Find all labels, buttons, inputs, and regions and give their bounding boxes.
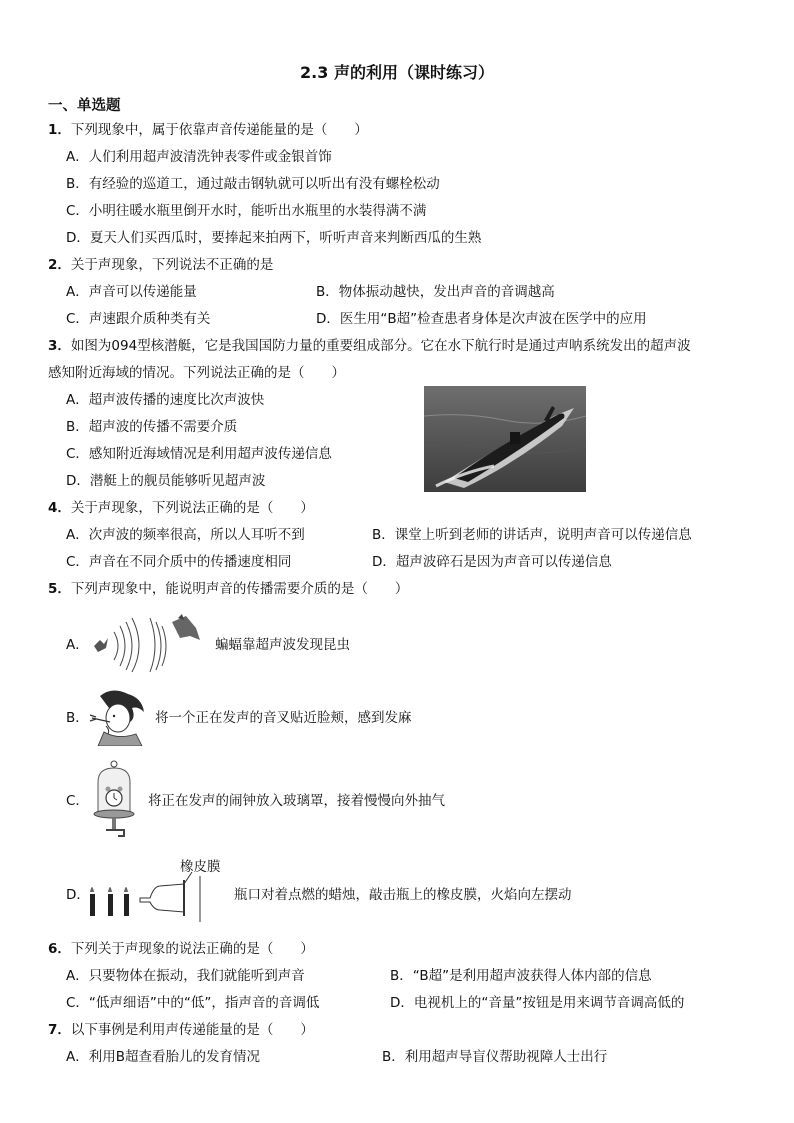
question-stem: 下列关于声现象的说法正确的是（ ）	[70, 941, 314, 957]
q4-option-b: B．课堂上听到老师的讲话声，说明声音可以传递信息	[372, 527, 692, 543]
q6-option-c: C．“低声细语”中的“低”，指声音的音调低	[66, 995, 320, 1011]
q1-option-d: D．夏天人们买西瓜时，要捧起来拍两下，听听声音来判断西瓜的生熟	[66, 230, 482, 246]
q3-option-c: C．感知附近海域情况是利用超声波传递信息	[66, 446, 332, 462]
q7-option-b: B．利用超声导盲仪帮助视障人士出行	[382, 1049, 608, 1065]
q1-option-b: B．有经验的巡道工，通过敲击钢轨就可以听出有没有螺栓松动	[66, 176, 440, 192]
q2-option-a: A．声音可以传递能量	[66, 284, 197, 300]
page-title: 2.3 声的利用（课时练习）	[300, 63, 494, 82]
question-stem: 关于声现象，下列说法正确的是（ ）	[70, 500, 314, 516]
bell-jar-alarm-clock-icon	[90, 760, 140, 842]
q1-option-a: A．人们利用超声波清洗钟表零件或金银首饰	[66, 149, 332, 165]
q5-option-b: 将一个正在发声的音叉贴近脸颊，感到发麻	[155, 710, 412, 726]
question-2	[48, 256, 273, 274]
q5-option-c-letter: C．	[66, 793, 89, 809]
girl-tuning-fork-icon	[86, 688, 148, 746]
question-stem: 下列声现象中，能说明声音的传播需要介质的是（ ）	[70, 581, 409, 597]
question-1	[48, 121, 368, 139]
q7-option-a: A．利用B超查看胎儿的发育情况	[66, 1049, 260, 1065]
question-4	[48, 499, 314, 517]
question-3-stem-line-2: 感知附近海域的情况。下列说法正确的是（ ）	[48, 365, 345, 381]
q6-option-d: D．电视机上的“音量”按钮是用来调节音调高低的	[390, 995, 685, 1011]
section-heading: 一、单选题	[48, 98, 121, 114]
q3-option-d: D．潜艇上的舰员能够听见超声波	[66, 473, 266, 489]
bat-ultrasound-icon	[88, 612, 206, 674]
q4-option-d: D．超声波碎石是因为声音可以传递信息	[372, 554, 612, 570]
question-stem-line-1: 如图为094型核潜艇，它是我国国防力量的重要组成部分。它在水下航行时是通过声呐系统发出的超声波	[70, 338, 691, 354]
q5-option-d: 瓶口对着点燃的蜡烛，敲击瓶上的橡皮膜，火焰向左摆动	[234, 887, 572, 903]
q5-option-a: 蝙蝠靠超声波发现昆虫	[215, 637, 350, 653]
question-stem: 以下事例是利用声传递能量的是（ ）	[70, 1022, 314, 1038]
q5-option-a-letter: A．	[66, 637, 89, 653]
question-number: 2．	[48, 257, 71, 273]
question-5	[48, 580, 408, 598]
q1-option-c: C．小明往暖水瓶里倒开水时，能听出水瓶里的水装得满不满	[66, 203, 427, 219]
question-stem: 关于声现象，下列说法不正确的是	[70, 257, 274, 273]
q5-option-c: 将正在发声的闹钟放入玻璃罩，接着慢慢向外抽气	[148, 793, 445, 809]
q2-option-b: B．物体振动越快，发出声音的音调越高	[316, 284, 555, 300]
question-7	[48, 1021, 314, 1039]
question-3	[48, 337, 691, 355]
q4-option-a: A．次声波的频率很高，所以人耳听不到	[66, 527, 305, 543]
question-number: 1．	[48, 122, 71, 138]
submarine-photo	[424, 386, 586, 492]
question-number: 6．	[48, 941, 71, 957]
question-number: 7．	[48, 1022, 71, 1038]
question-6	[48, 940, 314, 958]
q2-option-c: C．声速跟介质种类有关	[66, 311, 211, 327]
rubber-membrane-label: 橡皮膜	[180, 859, 221, 875]
q4-option-c: C．声音在不同介质中的传播速度相同	[66, 554, 292, 570]
q2-option-d: D．医生用“B超”检查患者身体是次声波在医学中的应用	[316, 311, 647, 327]
question-stem: 下列现象中，属于依靠声音传递能量的是（ ）	[70, 122, 368, 138]
q6-option-b: B．“B超”是利用超声波获得人体内部的信息	[390, 968, 652, 984]
q6-option-a: A．只要物体在振动，我们就能听到声音	[66, 968, 305, 984]
question-number: 3．	[48, 338, 71, 354]
question-number: 4．	[48, 500, 71, 516]
question-number: 5．	[48, 581, 71, 597]
q5-option-d-letter: D．	[66, 887, 90, 903]
q3-option-b: B．超声波的传播不需要介质	[66, 419, 238, 435]
q5-option-b-letter: B．	[66, 710, 89, 726]
bottle-candles-icon	[88, 872, 208, 922]
q3-option-a: A．超声波传播的速度比次声波快	[66, 392, 265, 408]
